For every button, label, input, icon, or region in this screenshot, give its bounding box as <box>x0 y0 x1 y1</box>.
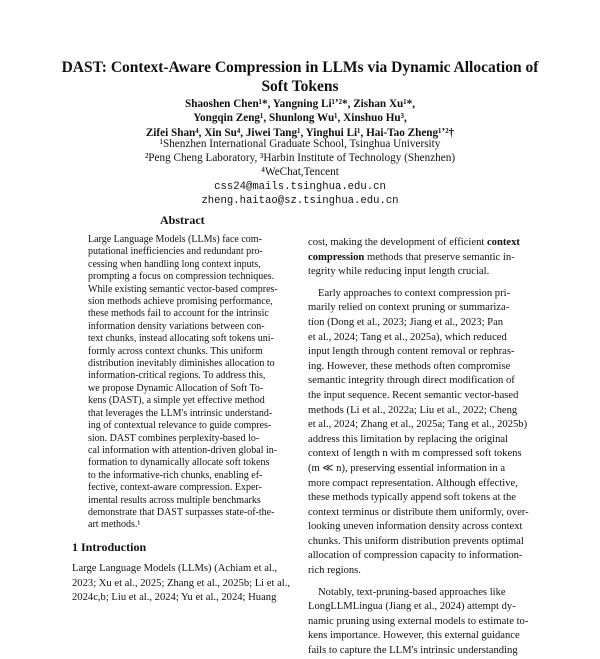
abstract-line: cal information with attention-driven global in- <box>88 444 278 456</box>
email-1[interactable]: css24@mails.tsinghua.edu.cn <box>214 180 386 193</box>
affiliation-line-2: ²Peng Cheng Laboratory, ³Harbin Institute of Technology (Shenzhen) <box>144 152 456 165</box>
body-line: input length through content removal or rephras- <box>308 346 515 358</box>
paragraph-gap <box>308 579 530 586</box>
body-line: more compact representation. Although effective, <box>308 477 518 489</box>
abstract-line: information density variations between con- <box>88 320 265 332</box>
title-line-2: Soft Tokens <box>261 78 339 95</box>
affiliations <box>60 137 540 208</box>
intro-line: 2024c,b; Liu et al., 2024; Yu et al., 2024; Huang <box>72 592 277 604</box>
body-line: kens importance. However, this external guidance <box>308 630 520 642</box>
abstract-line: art methods.¹ <box>88 519 141 531</box>
abstract-line: imental results across multiple benchmarks <box>88 494 261 506</box>
title-line-1: DAST: Context-Aware Compression in LLMs via Dynamic Allocation of <box>61 59 539 76</box>
abstract-line: ing of contextual relevance to guide compres- <box>88 420 272 432</box>
body-line: Notably, text-pruning-based approaches like <box>318 586 506 598</box>
right-column-body <box>308 236 530 659</box>
body-line: looking uneven information density across context <box>308 521 523 533</box>
abstract-line: prompting a focus on compression techniques. <box>88 271 275 283</box>
body-line: ing. However, these methods often compromise <box>308 360 511 372</box>
abstract-line: formation to dynamically allocate soft tokens <box>88 457 270 469</box>
body-line: namic pruning using external models to estimate to- <box>308 615 529 627</box>
author-line-1: Shaoshen Chen¹*, Yangning Li¹ʼ²*, Zishan Xu¹*, <box>185 98 415 110</box>
paragraph-gap <box>308 280 530 287</box>
introduction-body <box>72 562 304 606</box>
intro-line: 2023; Xu et al., 2025; Zhang et al., 2025b; Li et al., <box>72 577 291 589</box>
body-line: chunks. This uniform distribution prevents optimal <box>308 535 524 547</box>
body-line: methods (Li et al., 2022a; Liu et al., 2022; Cheng <box>308 404 518 416</box>
abstract-line: cessing when handling long context inputs, <box>88 258 261 270</box>
body-line: address this limitation by replacing the original <box>308 433 509 445</box>
body-line: these methods typically append soft tokens at the <box>308 492 517 504</box>
body-line: LongLLMLingua (Jiang et al., 2024) attempt dy- <box>308 601 516 613</box>
abstract-line: these methods fail to account for the intrinsic <box>88 308 269 320</box>
abstract-line: kens (DAST), a simple yet effective method <box>88 395 265 407</box>
abstract-line: text chunks, instead allocating soft tokens uni- <box>88 333 274 345</box>
body-text: cost, making the development of efficient <box>308 237 487 248</box>
paper-title <box>60 58 540 96</box>
body-line: fails to capture the LLM's intrinsic understanding <box>308 645 518 657</box>
abstract-line: demonstrate that DAST surpasses state-of-the- <box>88 506 275 518</box>
body-line: allocation of compression capacity to information- <box>308 550 523 562</box>
abstract-body <box>88 234 310 532</box>
body-line: (m ≪ n), preserving essential information in a <box>308 462 506 474</box>
author-line-3: Zifei Shan⁴, Xin Su⁴, Jiwei Tang¹, Yinghui Li¹, Hai-Tao Zheng¹ʼ²† <box>145 126 455 139</box>
email-2[interactable]: zheng.haitao@sz.tsinghua.edu.cn <box>201 194 399 207</box>
body-line <box>308 236 530 251</box>
abstract-line: sion. DAST combines perplexity-based lo- <box>88 432 260 444</box>
body-line: context terminus or distribute them uniformly, over- <box>308 506 529 518</box>
abstract-line: Large Language Models (LLMs) face com- <box>88 234 262 245</box>
abstract-line: formly across context chunks. This uniform <box>88 345 263 357</box>
affiliation-line-3: ⁴WeChat,Tencent <box>261 166 339 179</box>
abstract-line: to the informative-rich chunks, enabling ef- <box>88 469 263 481</box>
abstract-line: information-critical regions. To address this, <box>88 370 266 382</box>
author-list <box>60 97 540 140</box>
body-line: et al., 2024; Tang et al., 2025a), which reduced <box>308 331 507 343</box>
abstract-line: putational inefficiencies and redundant pro- <box>88 246 263 258</box>
body-line: tion (Dong et al., 2023; Jiang et al., 2023; Pan <box>308 316 504 328</box>
body-line: et al., 2024; Zhang et al., 2025a; Tang et al., 2025b) <box>308 419 528 431</box>
author-line-2: Yongqin Zeng¹, Shunlong Wu¹, Xinshuo Hu³, <box>193 112 407 125</box>
abstract-line: we propose Dynamic Allocation of Soft To- <box>88 382 264 394</box>
introduction-heading: 1 Introduction <box>72 540 147 554</box>
intro-line: Large Language Models (LLMs) (Achiam et al., <box>72 563 278 574</box>
bold-term: context <box>486 237 520 248</box>
bold-term: compression <box>308 251 365 263</box>
abstract-line: While existing semantic vector-based compres- <box>88 283 278 295</box>
body-line: tegrity while reducing input length crucial. <box>308 266 490 278</box>
body-line: marily relied on context pruning or summariza- <box>308 302 510 314</box>
body-line: the input sequence. Recent semantic vector-based <box>308 389 519 401</box>
abstract-line: that leverages the LLM's intrinsic understand- <box>88 407 273 419</box>
body-line: Early approaches to context compression pri- <box>318 287 511 299</box>
abstract-line: distribution inevitably diminishes allocation to <box>88 358 275 370</box>
body-line: semantic integrity through direct modification of <box>308 375 515 387</box>
body-text: methods that preserve semantic in- <box>364 251 515 263</box>
abstract-line: sion methods achieve promising performance, <box>88 296 273 308</box>
body-line: context of length n with m compressed soft tokens <box>308 448 522 460</box>
body-line: rich regions. <box>308 565 361 577</box>
abstract-heading: Abstract <box>160 213 205 227</box>
affiliation-line-1: ¹Shenzhen International Graduate School, Tsinghua University <box>159 138 441 150</box>
body-line <box>308 251 530 266</box>
abstract-line: fective, context-aware compression. Exper- <box>88 482 262 494</box>
